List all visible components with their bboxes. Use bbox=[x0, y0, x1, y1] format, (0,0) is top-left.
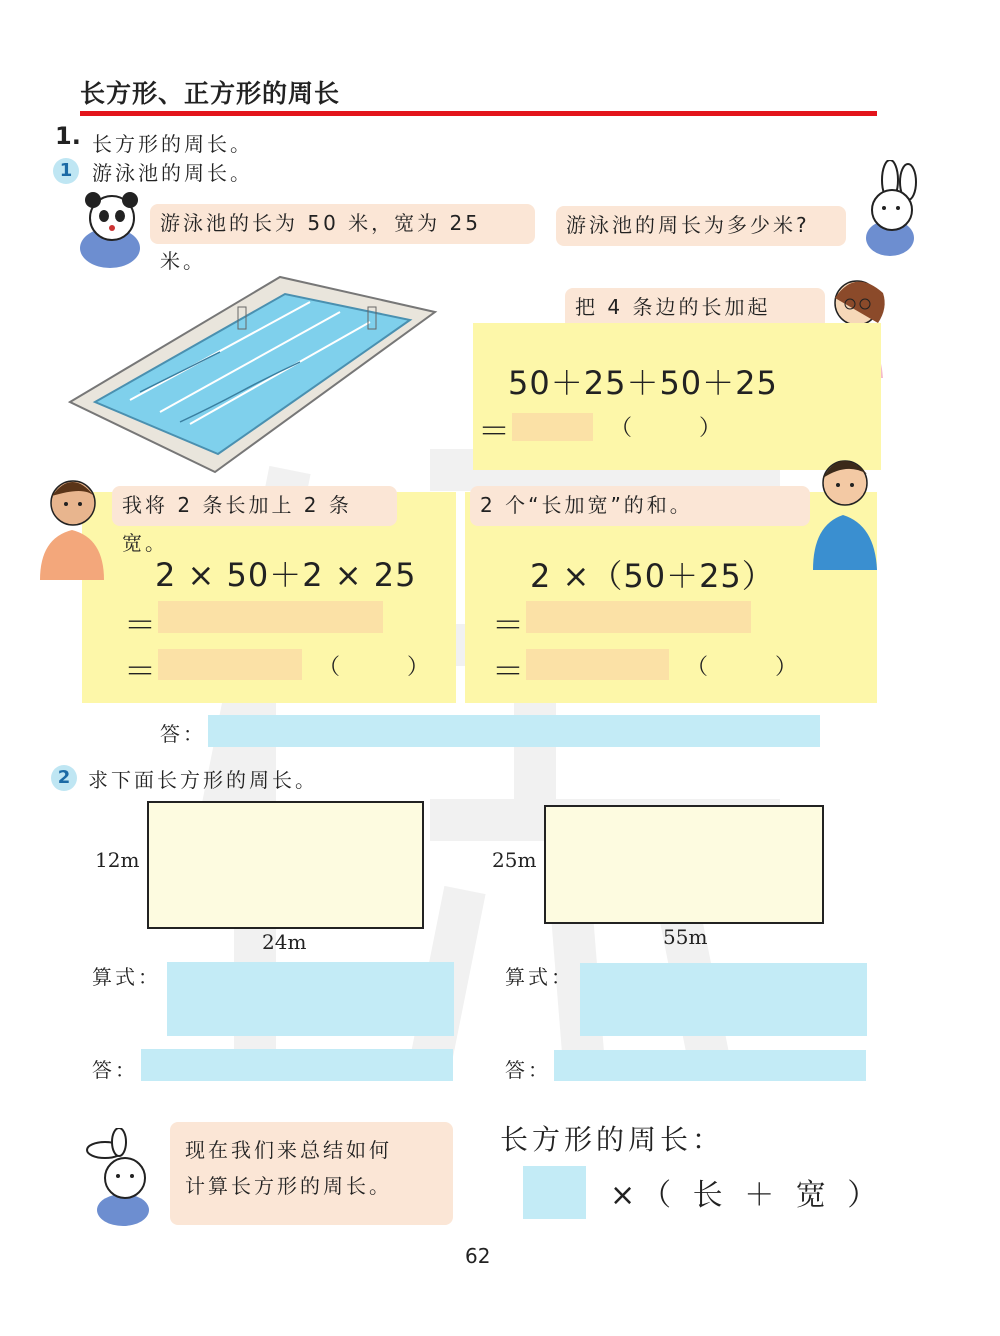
boy-left-character bbox=[28, 468, 118, 583]
mult-right-step-blank[interactable] bbox=[526, 601, 751, 633]
mult-left-step-blank[interactable] bbox=[158, 601, 383, 633]
addition-answer-blank[interactable] bbox=[512, 413, 593, 441]
mult-right-expression: 2 ×（50＋25） bbox=[530, 557, 775, 595]
answer-field-right[interactable] bbox=[554, 1050, 866, 1081]
rect-left-height-label: 12m bbox=[95, 848, 140, 872]
boy-left-speech-bubble: 我将 2 条长加上 2 条宽。 bbox=[112, 486, 397, 526]
mult-right-unit-paren: （ ） bbox=[686, 655, 827, 680]
summary-formula: ×（ 长 ＋ 宽 ） bbox=[610, 1178, 884, 1213]
rect-right-width-label: 55m bbox=[663, 925, 708, 949]
item-heading-2: 求下面长方形的周长。 bbox=[88, 768, 318, 792]
mult-right-equals-1: ＝ bbox=[492, 606, 526, 644]
addition-unit-paren: （ ） bbox=[610, 416, 751, 441]
section-heading: 长方形的周长。 bbox=[92, 132, 253, 156]
addition-equals: ＝ bbox=[478, 412, 512, 450]
rabbit-character bbox=[840, 160, 930, 258]
formula-field-left[interactable] bbox=[167, 962, 454, 1036]
page-title: 长方形、正方形的周长 bbox=[80, 79, 341, 108]
mult-left-unit-paren: （ ） bbox=[318, 655, 459, 680]
formula-field-right[interactable] bbox=[580, 963, 867, 1036]
item-badge-1: 1 bbox=[53, 158, 79, 184]
item-heading-1: 游泳池的周长。 bbox=[92, 161, 253, 185]
title-underline bbox=[80, 111, 877, 116]
page-number: 62 bbox=[465, 1244, 491, 1268]
panda-speech-bubble: 游泳池的长为 50 米，宽为 25 米。 bbox=[150, 204, 535, 244]
answer-label-right: 答： bbox=[505, 1058, 551, 1082]
mult-left-answer-blank[interactable] bbox=[158, 649, 302, 680]
formula-label-left: 算式： bbox=[92, 965, 161, 989]
mult-left-expression: 2 × 50＋2 × 25 bbox=[155, 556, 417, 594]
answer-field-left[interactable] bbox=[141, 1049, 453, 1081]
mult-right-answer-blank[interactable] bbox=[526, 649, 669, 680]
summary-blank[interactable] bbox=[523, 1166, 586, 1219]
answer-label-left: 答： bbox=[92, 1058, 138, 1082]
addition-expression: 50＋25＋50＋25 bbox=[508, 364, 778, 402]
rabbit-summary-bubble bbox=[170, 1122, 453, 1225]
boy-right-speech-bubble: 2 个“长加宽”的和。 bbox=[470, 486, 810, 526]
rabbit-summary-character bbox=[75, 1128, 170, 1228]
boy-right-character bbox=[805, 448, 885, 573]
section-number: 1. bbox=[55, 122, 81, 150]
mult-left-equals-1: ＝ bbox=[124, 606, 158, 644]
swimming-pool-illustration bbox=[60, 272, 445, 477]
summary-title: 长方形的周长： bbox=[500, 1123, 725, 1156]
rect-left-width-label: 24m bbox=[262, 930, 307, 954]
rectangle-right bbox=[544, 805, 824, 924]
summary-bubble-line-2: 计算长方形的周长。 bbox=[185, 1174, 392, 1198]
rectangle-left bbox=[147, 801, 424, 929]
rabbit-speech-bubble: 游泳池的周长为多少米? bbox=[556, 206, 846, 246]
girl-speech-bubble: 把 4 条边的长加起 bbox=[565, 288, 825, 330]
answer-field-1[interactable] bbox=[208, 715, 820, 747]
item-badge-2: 2 bbox=[51, 765, 77, 791]
formula-label-right: 算式： bbox=[505, 965, 574, 989]
summary-bubble-line-1: 现在我们来总结如何 bbox=[185, 1138, 392, 1162]
panda-character bbox=[60, 188, 150, 270]
answer-label-1: 答： bbox=[160, 722, 206, 746]
mult-left-equals-2: ＝ bbox=[124, 652, 158, 690]
mult-right-equals-2: ＝ bbox=[492, 652, 526, 690]
rect-right-height-label: 25m bbox=[492, 848, 537, 872]
